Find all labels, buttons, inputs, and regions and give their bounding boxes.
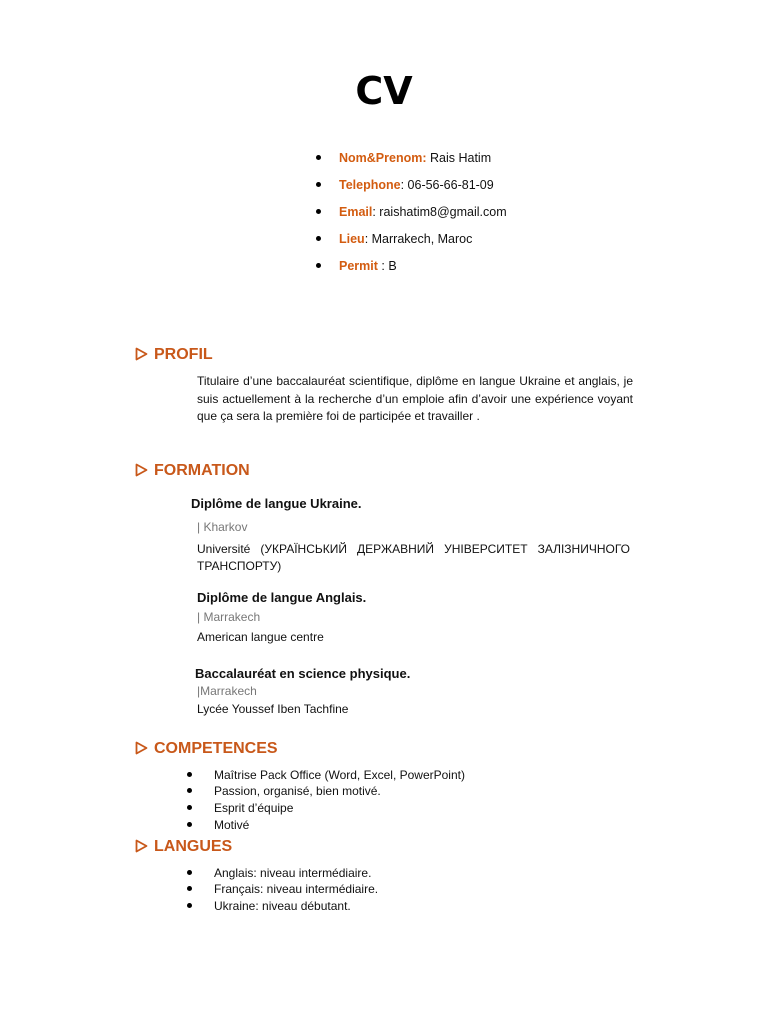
section-heading-formation bbox=[135, 460, 250, 482]
langue-item bbox=[187, 881, 378, 898]
langue-text: Anglais: niveau intermédiaire. bbox=[214, 866, 372, 880]
bullet-icon bbox=[316, 155, 321, 160]
degree-school: Université (УКРАЇНСЬКИЙ ДЕРЖАВНИЙ УНІВЕРСИТЕТ ЗАЛІЗНИЧНОГО ТРАНСПОРТУ) bbox=[197, 542, 630, 573]
competence-item bbox=[187, 767, 465, 784]
profil-text: Titulaire d’une baccalauréat scientifique, diplôme en langue Ukraine et anglais, je suis actuellement à la recherche d’un emploie afin d’avoir une expérience voyant que ça sera la première foi de participée et travailler . bbox=[197, 374, 633, 423]
competence-item bbox=[187, 817, 249, 834]
contact-value: : B bbox=[377, 259, 397, 273]
competence-item bbox=[187, 783, 381, 800]
contact-name bbox=[316, 149, 491, 167]
contact-email bbox=[316, 203, 507, 221]
triangle-right-outline-icon bbox=[135, 463, 148, 477]
bullet-icon bbox=[316, 263, 321, 268]
section-heading-label: PROFIL bbox=[154, 346, 213, 363]
section-heading-label: COMPETENCES bbox=[154, 740, 278, 757]
section-heading-langues bbox=[135, 836, 232, 858]
contact-label: Nom&Prenom: bbox=[339, 151, 427, 165]
contact-value: Rais Hatim bbox=[426, 151, 492, 165]
bullet-icon bbox=[187, 788, 192, 793]
triangle-right-outline-icon bbox=[135, 741, 148, 755]
langue-text: Français: niveau intermédiaire. bbox=[214, 882, 379, 896]
degree-title: Diplôme de langue Ukraine. bbox=[191, 496, 362, 511]
contact-telephone bbox=[316, 176, 494, 194]
langue-item bbox=[187, 865, 371, 882]
competence-text: Esprit d’équipe bbox=[214, 801, 294, 815]
bullet-icon bbox=[187, 822, 192, 827]
degree-place: | Marrakech bbox=[197, 610, 261, 624]
contact-label: Telephone bbox=[339, 178, 401, 192]
section-heading-profil bbox=[135, 344, 213, 366]
competence-text: Motivé bbox=[214, 818, 250, 832]
bullet-icon bbox=[187, 903, 192, 908]
contact-label: Email bbox=[339, 205, 373, 219]
contact-value: : Marrakech, Maroc bbox=[364, 232, 473, 246]
triangle-right-outline-icon bbox=[135, 347, 148, 361]
section-heading-competences bbox=[135, 738, 278, 760]
contact-value: : raishatim8@gmail.com bbox=[372, 205, 507, 219]
degree-title: Baccalauréat en science physique. bbox=[195, 666, 411, 681]
section-heading-label: FORMATION bbox=[154, 462, 250, 479]
degree-school: American langue centre bbox=[197, 630, 324, 644]
contact-label: Lieu bbox=[339, 232, 365, 246]
contact-value: : 06-56-66-81-09 bbox=[400, 178, 494, 192]
bullet-icon bbox=[316, 236, 321, 241]
degree-title: Diplôme de langue Anglais. bbox=[197, 590, 367, 605]
bullet-icon bbox=[187, 772, 192, 777]
competence-text: Passion, organisé, bien motivé. bbox=[214, 784, 381, 798]
bullet-icon bbox=[316, 182, 321, 187]
langue-text: Ukraine: niveau débutant. bbox=[214, 899, 351, 913]
contact-lieu bbox=[316, 230, 472, 248]
triangle-right-outline-icon bbox=[135, 839, 148, 853]
bullet-icon bbox=[187, 870, 192, 875]
competence-item bbox=[187, 800, 293, 817]
competence-text: Maîtrise Pack Office (Word, Excel, PowerPoint) bbox=[214, 768, 465, 782]
contact-label: Permit bbox=[339, 259, 378, 273]
bullet-icon bbox=[187, 886, 192, 891]
degree-place: | Kharkov bbox=[197, 520, 248, 534]
bullet-icon bbox=[187, 805, 192, 810]
contact-permit bbox=[316, 257, 397, 275]
bullet-icon bbox=[316, 209, 321, 214]
langue-item bbox=[187, 898, 351, 915]
degree-place: |Marrakech bbox=[197, 684, 257, 698]
section-heading-label: LANGUES bbox=[154, 838, 233, 855]
cv-title: CV bbox=[355, 69, 413, 113]
degree-school: Lycée Youssef Iben Tachfine bbox=[197, 702, 349, 716]
